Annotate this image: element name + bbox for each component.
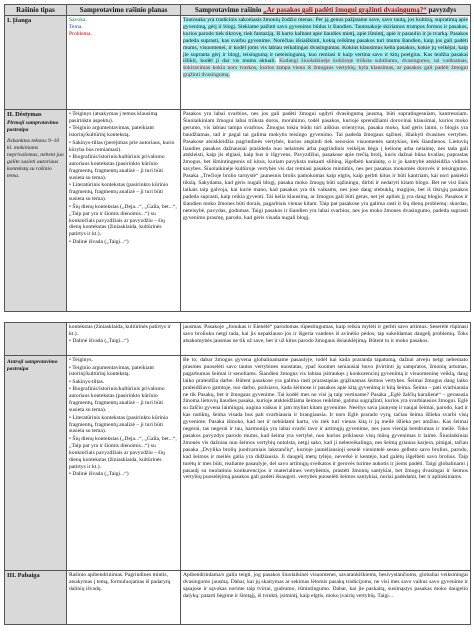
section-label-conclusion: III. Pabaiga (5, 571, 67, 625)
list-item: • Šių dienų kontekstas („Deja...“, „Gaila, bet...“, „Taip pat yra ir šiomis dienomis...“) su konkrečiais pavyzdžiais ar pavyzdžiu – šių dienų kontekstas (žiniasklaida, kultūrinės patirtys ir kt.). (69, 435, 177, 470)
list-item: • Teiginio argumentavimas, pateikiant istorinį/kultūrinį kontekstą. (69, 364, 154, 378)
body-example-cell: Pasakos yra labai svarbios, nes jos gali padėti žmogui ugdyti dvasingumą jausmą, būti supratingesniam, kantresniam. Šiuolaikiniam žmogui labai trūksta doros, morahimo, todėl pasakos, kurioje sprendžiami dorovinai klausimai, kurios moko gerumo, vis labiau tampa svarbios. Žmogus tokiu būdu turi aiškius orientyrus, pasaka moko, kad gėris laimi, o blogis yra baudžiamas, tad ir pagal tai galima mokytis teisingo gyvenimo. Tai padeda žmogaus sąžinei, išlaikyti dvasines vertybes. Pasakose atsiskleidžia pagrindinės vertybės, kurios atspindi tiek senosios visuomenės santykius, tiek šiandienos. Lietuvių liaudies pasakos dažnausiai prasideda nuo nelaimės arba pagrindinis veikėjas bėga į kelionę arba nelaimę, nes tada gali atskleisti, kaip jis elgiasi, kaip bus ir išgyvens. Pavyzdžiui, pasakose apie trečią brolį, kuris dažnai būna kvailas, paprastas žmogus, bet išmintingesnis už kitus, kuriam pavyksta nukauti slibiną, išgelbėti karalaitę, o ir jo kantrybė atskleidžia vidines savybes. Šiuolaikinėje kultūroje vertybės vis dar remiasi pasakos mintimis, nes per pasakas mokomės dorovės ir teisingumo. Pasaka „Trečioje brolio tarnystė“ įaunesnis brolis pamokomas kaip elgtis, kaip gerbti kitus ir būti kantriam, kai nori pasiekti tikslą. Sakydama, kad gėris nugali blogį, pasaka moko žmogų būti sąžiningu, dirbti ir nedaryti kitam blogo. Bet ne visi šiais laikais taip galvoja, kai kurie mano, kad pasakos yra tik vaikams, nes jose daug stebuklų, magijos, bet iš tikrųjų pasakos padeda suprasti, kaip reikia gyventi. Tai kelia klausimą, ar žmogus gali būti geras, net jei aplink jį yra daug blogio. Pasakos ir šiandien moko žmones būti dorais, pagarbiais vienas kitam. Taip pat pasakose yra galima rasti ir šių dienų problemų: skurdas, neteisybė, pavydas, godumas. Taigi pasakos ir šiandien yra labai svarbios, nes jos moko žmones dvasingumo, padeda suprasti gyvenimo prasmę, parodo, kad gėris visada nugali blogį. (181, 110, 471, 312)
body-plan-list (69, 111, 178, 246)
list-item: • Teiginio argumentavimas, pateikiant istorinį/kultūrinį kontekstą. (69, 125, 154, 139)
second-paragraph-text-cell (181, 356, 471, 571)
essay-plan-table-1 (4, 4, 471, 312)
list-item: • Biografinis/istorinis/kultūrinis privalomo autoriaus kontekstas (pasirinkto kūrinio fragmentų, fragmentų analizė – ji turi būti susieta su tema). (69, 386, 165, 414)
plan-item-problem: Problema. (69, 30, 92, 37)
header-essay-plan: Samprotavimo rašinio planas (67, 5, 181, 16)
table-row-second-paragraph (5, 356, 471, 571)
list-item: • Literatūrinis kontekstas (pasirinkto kūrinio fragmentų, fragmentų analizė – ji turi būti susieta su tema). (69, 414, 169, 435)
plan-item-concept: Savoka. (69, 17, 87, 23)
list-item: • Sakinys-tiltas (perėjimas prie autoriaus, kurio kūryba bus remiamasi). (69, 139, 175, 153)
conclusion-text-cell: Apibendrindama/s galiu teigti, jog pasakos šiuolaikinei visuomenei, savarankiškiems, besivystančioms, globaliai veiksmingai dvasingumo jausmą. Dabar, kai jų skaitymas ar sekimas lėtomis pasakų tradicijoms, ne visi mes savo vaikus savo gyvenime ir sąsajose ir sąvokas norime taip tvirtai, gudrumo, išmintingumo. Dabar, kai jie paskaitą, susimąstys pasakas moko daugelio dalykų: patarti bėgime ir šimtąjį, iš tvinkti, įsimintį, kaip elgtis, moko įvairių vertybių. Taigi... (181, 571, 471, 625)
section-label-intro: I. Įžanga (5, 16, 67, 110)
second-paragraph-label-cell (5, 356, 67, 571)
intro-example-cell (181, 16, 471, 110)
body-plan-cell (67, 110, 181, 312)
table-row-intro (5, 16, 471, 110)
body-cont-text-cell: jausmas. Pasakoje „Jonukas ir Elenėlė“ parodomas rūpestingumas, kaip reikia mylėti ir gerbti savo artimus. Seserėlė rūpinasi savo broliuku netgi tada, kai jis nepaklauso jos ir išgeria vandens iš avinėlio pėdos, tap sukeldamas daugelį problemų. Toks atsakomybės jausmas ne tik už save, bet ir už kitus parodo žmogaus išsiauklėjimą. Būtent to ir moko pasakos. (181, 323, 471, 356)
list-item: • Šių dienų kontekstas („Deja...“, „Gaila, bet...“, „Taip pat yra ir šiomis dienomis...“) su konkrečiais pavyzdžiais ar pavyzdžiu – šių dienų kontekstas (žiniasklaida, kultūrinės patirtys ir kt.). (69, 203, 177, 238)
plan-line: • Dalinė išvada („Taigi...“) (69, 337, 129, 344)
list-item: • Biografinis/istorinis/kultūrinis privalomo autoriaus kontekstas (pasirinkto kūrinio fragmentų, fragmentų analizė – ji turi būti susieta su tema). (69, 154, 165, 181)
table-header-row (5, 5, 471, 16)
header-essay-example: Samprotavimo rašinio „Ar pasakos gali padėti žmogui grąžinti dvasingumą?“ pavyzdys (181, 5, 471, 16)
second-paragraph-tail: vertybes puoselėti šeimos santykiai, noriai padėdami, bet ir aplinkiniams. (298, 474, 463, 481)
intro-plan-cell (67, 16, 181, 110)
table-row-body-continued (5, 323, 471, 356)
plan-line: kontekstas (žiniasklaida, kultūrinės patirtys ir kt.). (69, 324, 171, 337)
first-paragraph-label: Pirmoji samprotavimo pastraipa (7, 120, 59, 134)
list-item: • Teiginys (atsakymas į temos klausimą pasirinktu aspektu). (69, 111, 158, 124)
conclusion-plan-cell: Rašinio apibendrinimas. Pagrindines mintis, atsakymas į temą, formuluojamas iš padarytų dalinių išvadų. (67, 571, 181, 625)
list-item: • Dalinė išvada („Taigi...“) (69, 471, 129, 478)
section-label-body: II. Dėstymas (7, 111, 42, 118)
list-item: • Dalinė išvada („Taigi...“) (69, 238, 129, 245)
second-paragraph-text: Be to, dabar žmogus gyvena globalinamame pasaulyje, todėl kai kada praranda tapatumą, dažnai atveju netgi nebemato prasmės puoselėti savo tautos vertybines nuostatas, ypač kuomet seniausiai buvo įtvirtinti jų sampratos, žmonių artumas, pagarbumas šeimai ir senoliams. Šiandien žmogus vis labiau įsitraukęs į konkurencinį gyvenimą ir visuomeninę veiklą, daug laiko praleidžia darbe. Būtent pasakose yra galima rasti prarastąsias grąžinamas šeimos vertybes. Šeimai žmogus dang laiko praleidžiavo gamtoje, tuo darbo, poilsiavo, kada šeimose ir pasakos apie kitą gyvenimą ir kitą šeima. Šeima – pati svarbiausia ne tik Pasakų, bet ir žmogaus gyvenime. Tai kodėl mes ne visi ją taip vertiname? Pasaka „Eglė žalčių karalienė“ – gerasusia žinoma lietuvių liaudies pasaka, kurioje atskleidžiama šeimos reikšmė, galima sugrąžinti, kurios yra svarbiausios žmogui. Eglė su žalčiu gyvena laimingai, augina vaikus ir jam mylint kitam gyvenime. Neeilys sava jaunystę ir naujai šeimai, parodo, kad ir kas nutiktų, šeima visada bus pati svarbiausia ir brangiausia. Ir nors Eglė prarado vyrą, tačiau šeima išlieka svarbi visų gyvenime. Pasaka išmoko, kad net ir nebūdami kartu, vis tiek turi vienas kitą ir jų meilė išlieka per amžius. Kas šeimai negerai, tas negerai ir tau, harmonija yra labai svarbi tavo ir artimųjų gyvenime, nes juos vienija bendrumas ir meilė. Toks pasakos pavyzdys parodo mums, kad šeima yra vertybė, nuo kurios priklauso visų mūsų gyvenimas ir laimė. Šiuolaikiniai žmonės vis dažniau nuo šeimos vertybių nutolsta, netgi sako, kad ji nebereikalinga, nes šeimą griauna karjera, pinigai, tačiau pasaka „Dvylika brolių juodvarniais lakstančių“, kurioje jaunėliausioji seselė vienintelė sesuo gelbsto savo brolius, parodo, kad šeimos ir meilės galia yra didžiausia. Ji daugelį metų tylėjo, neverkė ir kentėjo, kad galėtų išgelbėti savo brolius. Taip turėtų ir mes būti, realiame pasaulyje, del savo artimųjų sveikatos ir gerovės turime aukotis ir jiems padėti. Taigi globalinami į pasaulį su nuolatiniu konkurencijos ir materialines vertybėmis, prastėti žmonių santykiai, bet žmogų dvasingai ir šeimos vertybių puoselėjimą pasakos gali padėti išsaugoti. (183, 357, 468, 481)
list-item: • Teiginys. (69, 357, 93, 363)
second-paragraph-label: Antroji samprotavimo pastraipa (7, 359, 58, 372)
header-essay-type: Rašinio tipas (5, 5, 67, 16)
intro-text-highlighted: Tautosaka yra tradicinis sakomasis žmonių žodžio menas. Per ją genus pažįstame save, savo tautą, jos kultūrą, supratimą apie gyvenimą, gėrį ir blogį. Siekiame pažinti savo gyvenimo būdus ir šiandien. Tautosakoje skiriamos trumpos formos ir pasakos, kurios parodo tiek tikrovę, tiek fantaziją. Iš karto kalbant apie liaudies mintį, apie išmintį, apie ir pasaulio ir jo tvarką. Pasakos padeda suprasti, kas svarbu gyvenime. Norėčiau išsiaiškinti, kokią reikšmę pasakos turi mums šiandien, kaip jos gali padėti mums, visuomenei, ir kodėl joms vis labiau reikalingas dvasingumas. Kokius klausimus kelia pasakos, kokie jų veikėjai, kaip jie supranta gėrį ir blogį, teisingumą ir neteisingumą, kuo remiasi ir kaip vertina savo ir kitų poelgius. Kas leidžia pasakai išlikti, kodėl ji dar vis mums aktuali. (183, 17, 468, 65)
table-row-body (5, 110, 471, 312)
table-row-conclusion (5, 571, 471, 625)
essay-plan-table-2 (4, 322, 471, 625)
optional-note: Ilsbanktas tekstas 9–10 kl. mokiniams neprivalomas, nebent juo galite susieti autoriaus kontekstą su rašinio tema. (7, 138, 64, 179)
body-cont-plan-cell (67, 323, 181, 356)
second-plan-list (69, 357, 178, 478)
plan-item-topic: Tema. (69, 23, 83, 30)
intro-problem-text: Kadangi šiuolaikinėje kultūroje trūksta subtilumo, dvasingumo, tai vadinamas, šokiravimas kokia nors tvarkos, kurios tampa viena iš žmogaus vertybių, kyla klausimas, ar pasakos gali padėti žmogui grąžinti dvasingumą. (183, 58, 468, 79)
empty-label-cell (5, 323, 67, 356)
list-item: • Sakinys-tiltas. (69, 378, 105, 385)
section-label-body-cell (5, 110, 67, 312)
second-paragraph-plan-cell (67, 356, 181, 571)
list-item: • Literatūrinis kontekstas (pasirinkto kūrinio fragmentų, fragmentų analizė – ji turi būti susieta su tema). (69, 182, 169, 203)
